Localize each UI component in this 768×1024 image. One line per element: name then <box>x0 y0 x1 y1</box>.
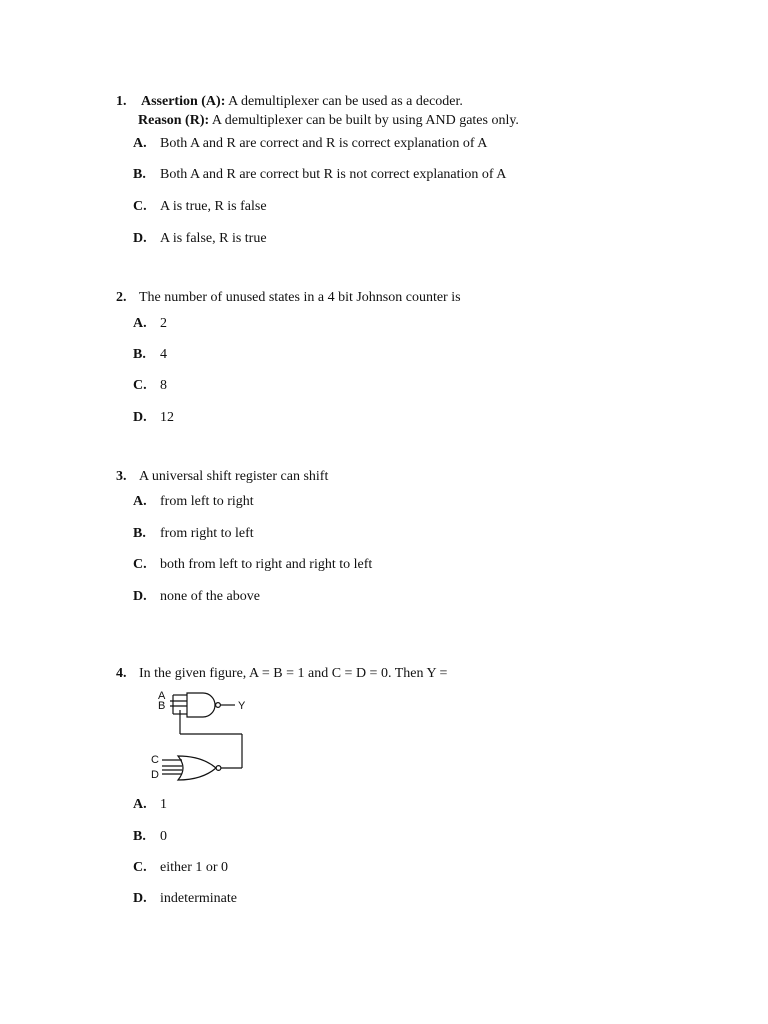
option-letter: C. <box>133 860 147 875</box>
label-a: A <box>158 690 166 702</box>
option-text: either 1 or 0 <box>160 860 229 875</box>
nand-bubble <box>216 703 221 708</box>
label-c: C <box>151 754 159 766</box>
option-text: A is true, R is false <box>160 199 267 214</box>
question-number: 1. <box>116 94 127 109</box>
logic-gate-figure <box>140 684 280 790</box>
option-letter: D. <box>133 231 147 246</box>
label-b: B <box>158 700 166 712</box>
question-text: In the given figure, A = B = 1 and C = D = 0. Then Y = <box>139 666 448 681</box>
option-letter: C. <box>133 557 147 572</box>
question-number: 3. <box>116 469 127 484</box>
option-letter: A. <box>133 136 147 151</box>
option-letter: D. <box>133 589 147 604</box>
option-text: Both A and R are correct but R is not correct explanation of A <box>160 167 507 182</box>
option-letter: B. <box>133 829 146 844</box>
assertion-text: A demultiplexer can be used as a decoder. <box>228 94 463 109</box>
option-text: 8 <box>160 378 167 393</box>
option-text: none of the above <box>160 589 260 604</box>
question-number: 4. <box>116 666 127 681</box>
option-letter: A. <box>133 316 147 331</box>
option-text: 4 <box>160 347 167 362</box>
option-letter: B. <box>133 526 146 541</box>
option-letter: B. <box>133 347 146 362</box>
question-text: The number of unused states in a 4 bit Johnson counter is <box>139 290 461 305</box>
option-letter: B. <box>133 167 146 182</box>
option-letter: C. <box>133 199 147 214</box>
option-letter: C. <box>133 378 147 393</box>
nand-gate <box>187 693 215 717</box>
option-text: from left to right <box>160 494 254 509</box>
label-d: D <box>151 769 159 781</box>
reason-label: Reason (R): <box>138 113 210 128</box>
option-letter: A. <box>133 797 147 812</box>
option-text: indeterminate <box>160 891 237 906</box>
assertion-label: Assertion (A): <box>141 94 226 109</box>
option-text: 0 <box>160 829 167 844</box>
option-letter: D. <box>133 410 147 425</box>
option-letter: D. <box>133 891 147 906</box>
option-text: 1 <box>160 797 167 812</box>
question-number: 2. <box>116 290 127 305</box>
reason-text: A demultiplexer can be built by using AND gates only. <box>211 113 519 128</box>
option-letter: A. <box>133 494 147 509</box>
nor-gate <box>178 756 216 780</box>
option-text: 2 <box>160 316 167 331</box>
option-text: Both A and R are correct and R is correct explanation of A <box>160 136 488 151</box>
question-text: A universal shift register can shift <box>139 469 329 484</box>
option-text: A is false, R is true <box>160 231 267 246</box>
label-y: Y <box>238 700 246 712</box>
option-text: from right to left <box>160 526 254 541</box>
option-text: 12 <box>160 410 174 425</box>
option-text: both from left to right and right to left <box>160 557 373 572</box>
